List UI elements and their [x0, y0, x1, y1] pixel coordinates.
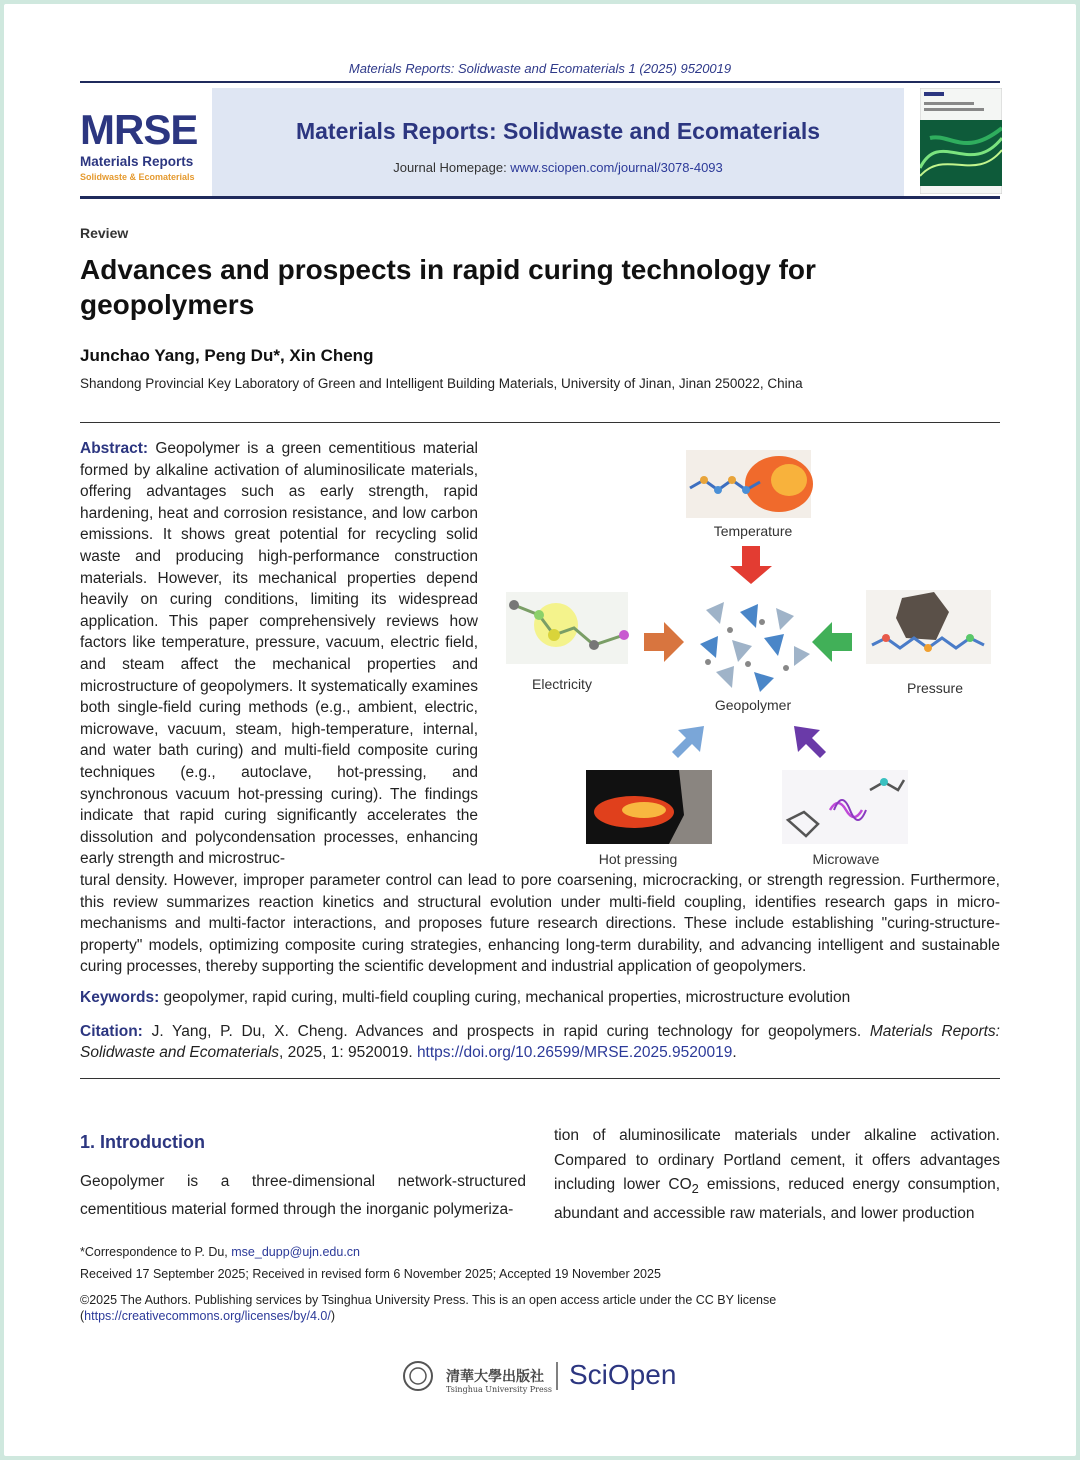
electricity-label: Electricity: [532, 676, 592, 692]
affiliation: Shandong Provincial Key Laboratory of Green and Intelligent Building Materials, University of Jinan, Jinan 250022, China: [80, 376, 803, 391]
temperature-label: Temperature: [713, 523, 793, 539]
citation-text-1: J. Yang, P. Du, X. Cheng. Advances and prospects in rapid curing technology for geopolymers.: [142, 1023, 870, 1040]
correspondence-footnote: [80, 1245, 360, 1259]
citation-label: Citation:: [80, 1023, 143, 1040]
running-head: Materials Reports: Solidwaste and Ecomaterials 1 (2025) 9520019: [348, 61, 732, 76]
article-title: Advances and prospects in rapid curing technology for geopolymers: [80, 254, 816, 320]
hot-pressing-image: [586, 770, 712, 844]
temperature-image: [686, 450, 813, 518]
citation-end: .: [732, 1044, 737, 1061]
geopolymer-label: Geopolymer: [714, 697, 792, 713]
corr-email-link[interactable]: mse_dupp@ujn.edu.cn: [231, 1245, 361, 1259]
pressure-image: [866, 590, 991, 664]
authors: Junchao Yang, Peng Du*, Xin Cheng: [80, 346, 374, 365]
microwave-label: Microwave: [812, 851, 880, 867]
electricity-image: [506, 592, 629, 664]
license-text-b: ): [330, 1309, 335, 1323]
hot-pressing-arrow: [672, 726, 704, 758]
logo-text: MRSE: [80, 106, 198, 153]
logo-name: Materials Reports: [80, 154, 194, 169]
license-text-a: ©2025 The Authors. Publishing services by Tsinghua University Press. This is an open access article under the CC BY license (: [80, 1293, 777, 1323]
mrse-logo: [80, 100, 206, 190]
doi-link[interactable]: https://doi.org/10.26599/MRSE.2025.9520019: [416, 1044, 733, 1061]
license-link[interactable]: https://creativecommons.org/licenses/by/4.0/: [84, 1309, 331, 1323]
homepage-link[interactable]: www.sciopen.com/journal/3078-4093: [510, 160, 723, 175]
sciopen-logo: SciOpen: [569, 1359, 677, 1390]
abstract-text-1: Geopolymer is a green cementitious material formed by alkaline activation of aluminosilicate materials, offering advantages such as early strength, rapid hardening, heat and corrosion resistance, and low carbon emissions. It shows great potential for recycling solid waste and producing high-performance construction materials. However, its mechanical properties depend heavily on curing conditions, limiting its widespread application. This paper comprehensively reviews how factors like temperature, pressure, vacuum, electric field, and steam affect the mechanical properties and microstructure of geopolymers. It systematically examines both single-field curing methods (e.g., ambient, electric, microwave, vacuum, steam, high-temperature, internal, and water bath curing) and multi-field composite curing techniques (e.g., autoclave, hot-pressing, and synchronous vacuum hot-pressing curing). The findings indicate that rapid curing significantly accelerates the dissolution and polycondensation processes, enhancing early strength and microstruc-: [80, 440, 478, 868]
pressure-arrow: [812, 622, 852, 662]
publisher-name: 清華大學出版社: [446, 1369, 544, 1385]
received-dates: Received 17 September 2025; Received in revised form 6 November 2025; Accepted 19 November 2025: [80, 1267, 661, 1281]
citation-journal: Materials Reports: Solidwaste and Ecomaterials: [80, 1023, 1000, 1061]
graphical-abstract: [494, 440, 1004, 870]
citation-bottom-rule: [80, 1078, 1000, 1079]
temperature-arrow: [730, 546, 772, 584]
keywords: [80, 989, 1000, 1007]
license-footnote: [80, 1292, 980, 1324]
intro-right-b: emissions, reduced energy consumption, abundant and accessible raw materials, and lower production: [554, 1176, 1000, 1222]
hot-pressing-label: Hot pressing: [598, 851, 678, 867]
citation-text-2: , 2025, 1: 9520019.: [279, 1044, 417, 1061]
publisher-name-en: Tsinghua University Press: [446, 1385, 552, 1394]
citation: [80, 1021, 1000, 1063]
intro-heading: 1. Introduction: [80, 1132, 205, 1152]
banner-rule: [80, 196, 1000, 199]
pressure-label: Pressure: [906, 680, 964, 696]
journal-cover-thumbnail: [920, 88, 1002, 194]
intro-left-column: Geopolymer is a three-dimensional network-structured cementitious material formed through the inorganic polymeriza-: [80, 1173, 526, 1218]
abstract-label: Abstract:: [80, 440, 149, 457]
corr-label: *Correspondence to P. Du,: [80, 1245, 232, 1259]
keywords-label: Keywords:: [80, 989, 160, 1006]
abstract-column: [80, 438, 478, 870]
geopolymer-network: [700, 602, 810, 692]
intro-right-a: tion of aluminosilicate materials under alkaline activation. Compared to ordinary Portland cement, it offers advantages including lower CO: [554, 1127, 1000, 1193]
journal-homepage: [212, 160, 904, 175]
header-rule: [80, 81, 1000, 83]
logo-sub: Solidwaste & Ecomaterials: [80, 172, 195, 182]
journal-title: Materials Reports: Solidwaste and Ecomaterials: [295, 118, 821, 144]
keywords-text: geopolymer, rapid curing, multi-field coupling curing, mechanical properties, microstructure evolution: [159, 989, 851, 1006]
microwave-arrow: [794, 726, 826, 758]
paper-page: [4, 4, 1076, 1456]
intro-right-sub: 2: [691, 1181, 699, 1197]
intro-right-column: [554, 1124, 1000, 1226]
electricity-arrow: [644, 622, 684, 662]
microwave-image: [782, 770, 908, 844]
article-type: Review: [80, 225, 129, 241]
abstract-top-rule: [80, 422, 1000, 423]
abstract-continued: tural density. However, improper parameter control can lead to pore coarsening, microcracking, or strength regression. Furthermore, this review summarizes reaction kinetics and structural evolution under multi-field coupling, identifies research gaps in micro-mechanisms and multi-factor interactions, and proposes future research directions. These include establishing "curing-structure-property" models, optimizing composite curing strategies, enhancing long-term durability, and advancing intelligent and sustainable curing processes, thereby supporting the scientific development and industrial application of geopolymers.: [80, 872, 1000, 976]
homepage-label: Journal Homepage:: [393, 160, 511, 175]
